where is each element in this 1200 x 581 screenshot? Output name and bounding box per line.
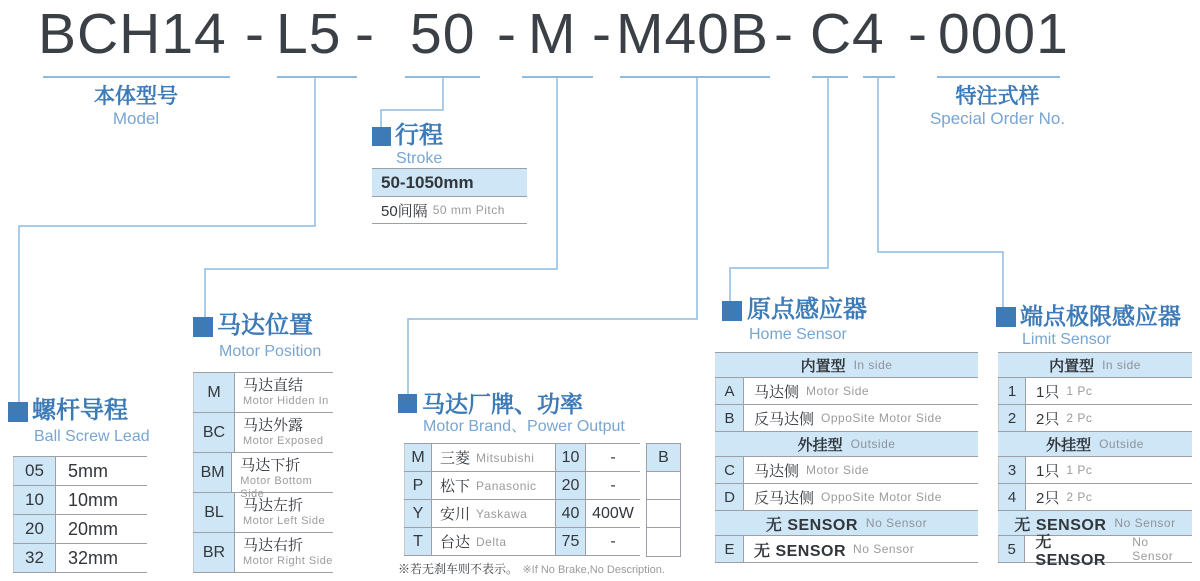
- brand-en: Mitsubishi: [476, 450, 535, 465]
- row-desc-cn: 马达左折: [243, 497, 304, 514]
- code-segment-limit-sensor: 4: [852, 2, 885, 66]
- table-row: [13, 457, 147, 486]
- code-segment-series: BCH14: [38, 2, 227, 66]
- group-header-en: Outside: [850, 437, 896, 451]
- table-row: [193, 373, 333, 413]
- table-row: [715, 536, 978, 563]
- row-code: P: [404, 472, 432, 499]
- table-row: [998, 378, 1192, 405]
- row-code: BR: [193, 533, 235, 572]
- brand-cn: 台达: [440, 534, 471, 551]
- model-label-en: Model: [112, 109, 160, 128]
- row-desc-en: Motor Bottom Side: [240, 475, 313, 500]
- code-segment-home-sensor: C: [810, 2, 853, 66]
- group-header-en: In side: [853, 358, 893, 372]
- row-desc-cn: 马达外露: [243, 417, 304, 434]
- group-header-cn: 内置型: [1049, 357, 1095, 375]
- section-marker-motor-position: [193, 317, 213, 337]
- row-desc-cn: 2只: [1036, 410, 1060, 428]
- power-code: 75: [556, 528, 586, 555]
- model-label-cn: 本体型号: [94, 85, 178, 108]
- row-desc-cn: 无 SENSOR: [754, 542, 847, 560]
- brake-code-column: [646, 443, 681, 557]
- group-header: [715, 432, 978, 457]
- row-code: 32: [13, 544, 56, 572]
- row-code: 3: [998, 457, 1026, 483]
- code-segment-special-order: 0001: [938, 2, 1069, 66]
- row-desc-cn: 1只: [1036, 383, 1060, 401]
- ballscrew-title-en: Ball Screw Lead: [34, 428, 150, 445]
- power-value: -: [610, 532, 616, 550]
- group-header-en: No Sensor: [865, 516, 928, 530]
- brake-empty-cell: [647, 528, 680, 556]
- table-row: [998, 484, 1192, 511]
- table-row: [13, 544, 147, 573]
- brand-cn: 三菱: [440, 450, 471, 467]
- section-marker-ballscrew: [8, 402, 28, 422]
- row-desc-cn: 无 SENSOR: [1035, 533, 1106, 569]
- group-header-en: No Sensor: [1114, 516, 1176, 530]
- connector-50-stroke: [381, 78, 443, 128]
- table-row: [715, 405, 978, 432]
- brake-empty-cell: [647, 472, 680, 500]
- row-code: BL: [193, 493, 235, 532]
- limit-sensor-table: [998, 352, 1192, 569]
- power-value: -: [610, 448, 616, 466]
- row-code: 5: [998, 536, 1025, 562]
- row-code: 1: [998, 378, 1026, 404]
- group-header-cn: 无 SENSOR: [765, 516, 858, 534]
- row-desc-cn: 马达侧: [754, 462, 800, 480]
- row-desc: [744, 457, 869, 483]
- table-row: [404, 444, 640, 472]
- code-dash: -: [355, 2, 375, 66]
- section-marker-motor-brand: [398, 394, 417, 413]
- code-segment-motor-position: M: [528, 2, 577, 66]
- stroke-pitch-en: 50 mm Pitch: [432, 203, 505, 217]
- row-desc-cn: 马达右折: [243, 537, 304, 554]
- row-desc-en: Motor Side: [806, 384, 870, 398]
- row-desc-en: No Sensor: [1132, 535, 1174, 563]
- stroke-title-en: Stroke: [396, 150, 443, 167]
- motor-brand-title-en: Motor Brand、Power Output: [423, 418, 625, 435]
- row-desc: [1026, 484, 1092, 510]
- row-desc: [1026, 405, 1092, 431]
- power-value: 400W: [592, 504, 634, 522]
- table-row: [998, 405, 1192, 432]
- home-sensor-table: [715, 352, 978, 563]
- row-desc-en: Motor Right Side: [243, 555, 333, 567]
- table-row: [13, 515, 147, 544]
- row-desc: [235, 533, 333, 572]
- ballscrew-title-cn: 螺杆导程: [32, 397, 128, 424]
- brake-footnote-cn: ※若无刹车则不表示。: [398, 562, 519, 576]
- code-dash: -: [497, 2, 517, 66]
- group-header-cn: 外挂型: [797, 436, 843, 454]
- brand-cn: 安川: [440, 506, 471, 523]
- row-desc: [1026, 378, 1092, 404]
- row-desc-en: Motor Hidden In: [243, 395, 329, 407]
- row-code: Y: [404, 500, 432, 527]
- motor-brand-title-cn: 马达厂牌、功率: [422, 391, 583, 417]
- brand-en: Yaskawa: [476, 506, 528, 521]
- row-code: M: [404, 444, 432, 471]
- row-desc-cn: 马达下折: [240, 457, 301, 474]
- power-code: 10: [556, 444, 586, 471]
- row-brand: [432, 472, 556, 499]
- limit-sensor-title-cn: 端点极限感应器: [1020, 303, 1181, 329]
- row-code: 20: [13, 515, 56, 543]
- row-code: T: [404, 528, 432, 555]
- connector-c-homesensor: [730, 78, 828, 302]
- stroke-pitch-cn: 50间隔: [381, 202, 428, 220]
- row-desc-cn: 2只: [1036, 489, 1060, 507]
- row-code: 2: [998, 405, 1026, 431]
- row-desc-en: 1 Pc: [1066, 463, 1093, 477]
- table-row: [715, 484, 978, 511]
- code-dash: -: [908, 2, 928, 66]
- group-header-cn: 无 SENSOR: [1014, 516, 1107, 534]
- row-code: D: [715, 484, 744, 510]
- row-desc: [1025, 533, 1192, 569]
- group-header-cn: 内置型: [800, 357, 846, 375]
- code-segment-stroke: 50: [410, 2, 476, 66]
- row-desc-cn: 马达侧: [754, 383, 800, 401]
- model-label: [40, 85, 232, 129]
- power-code: 40: [556, 500, 586, 527]
- row-desc: [235, 493, 325, 532]
- row-desc-en: No Sensor: [853, 542, 915, 556]
- row-code: BC: [193, 413, 235, 452]
- row-desc: [235, 373, 329, 412]
- row-desc-en: OppoSite Motor Side: [821, 490, 942, 504]
- table-row: [193, 493, 333, 533]
- group-header-en: Outside: [1099, 437, 1144, 451]
- special-order-label-cn: 特注式样: [955, 85, 1040, 108]
- section-marker-home-sensor: [722, 301, 742, 321]
- row-code: E: [715, 536, 744, 562]
- row-value: 32mm: [68, 547, 119, 568]
- brake-empty-cell: [647, 500, 680, 528]
- code-dash: -: [592, 2, 612, 66]
- brand-cn: 松下: [440, 478, 471, 495]
- row-code: 05: [13, 457, 56, 485]
- row-code: A: [715, 378, 744, 404]
- motor-position-title-cn: 马达位置: [217, 312, 313, 339]
- stroke-table: [372, 168, 527, 224]
- group-header-cn: 外挂型: [1046, 436, 1092, 454]
- row-brand: [432, 500, 556, 527]
- row-code: 4: [998, 484, 1026, 510]
- row-desc-cn: 反马达侧: [754, 410, 815, 428]
- row-desc: [235, 413, 323, 452]
- table-row: [404, 472, 640, 500]
- row-desc-en: Motor Side: [806, 463, 870, 477]
- brand-en: Panasonic: [476, 478, 537, 493]
- row-desc-en: 2 Pc: [1066, 411, 1093, 425]
- table-row: [715, 457, 978, 484]
- brake-footnote: [398, 560, 665, 578]
- limit-sensor-title-en: Limit Sensor: [1022, 331, 1111, 348]
- table-row: [404, 500, 640, 528]
- row-code: B: [715, 405, 744, 431]
- group-header: [998, 353, 1192, 378]
- row-code: 10: [13, 486, 56, 514]
- row-brand: [432, 528, 556, 555]
- row-value: 10mm: [68, 489, 119, 510]
- row-code: M: [193, 373, 235, 412]
- special-order-label: [900, 85, 1095, 129]
- row-brand: [432, 444, 556, 471]
- brand-en: Delta: [476, 534, 507, 549]
- table-row: [404, 528, 640, 556]
- group-header: [715, 511, 978, 536]
- row-desc-en: 2 Pc: [1066, 490, 1093, 504]
- row-desc: [744, 405, 942, 431]
- row-desc: [744, 378, 869, 404]
- code-segment-lead: L5: [276, 2, 342, 66]
- code-dash: -: [774, 2, 794, 66]
- row-value: 20mm: [68, 518, 119, 539]
- row-desc-en: Motor Left Side: [243, 515, 326, 527]
- row-value: 5mm: [68, 460, 108, 481]
- home-sensor-title-cn: 原点感应器: [747, 296, 867, 323]
- brake-code-cell: B: [647, 444, 680, 472]
- row-desc-cn: 反马达侧: [754, 489, 815, 507]
- table-row: [998, 533, 1192, 569]
- stroke-pitch: [372, 197, 527, 224]
- motor-position-title-en: Motor Position: [219, 343, 322, 360]
- stroke-title-cn: 行程: [395, 122, 443, 149]
- row-desc: [744, 536, 914, 562]
- row-desc: [232, 453, 333, 500]
- code-dash: -: [245, 2, 265, 66]
- power-code: 20: [556, 472, 586, 499]
- row-desc: [744, 484, 942, 510]
- table-row: [193, 453, 333, 500]
- home-sensor-title-en: Home Sensor: [749, 326, 847, 343]
- row-desc-cn: 1只: [1036, 462, 1060, 480]
- group-header: [998, 432, 1192, 457]
- table-row: [193, 533, 333, 573]
- row-desc: [1026, 457, 1092, 483]
- row-code: C: [715, 457, 744, 483]
- motor-position-table: [193, 372, 333, 573]
- row-code: BM: [193, 453, 232, 492]
- row-desc-en: 1 Pc: [1066, 384, 1093, 398]
- stroke-range: 50-1050mm: [372, 169, 527, 197]
- motor-brand-table: [404, 443, 640, 556]
- row-desc-cn: 马达直结: [243, 377, 304, 394]
- section-marker-limit-sensor: [996, 307, 1016, 327]
- table-row: [715, 378, 978, 405]
- special-order-label-en: Special Order No.: [929, 109, 1066, 128]
- section-marker-stroke: [372, 127, 391, 146]
- row-desc-en: Motor Exposed: [243, 435, 324, 447]
- table-row: [998, 457, 1192, 484]
- table-row: [193, 413, 333, 453]
- code-segment-motor-brand: M40B: [616, 2, 769, 66]
- brake-footnote-en: ※If No Brake,No Description.: [522, 564, 665, 576]
- power-value: -: [610, 476, 616, 494]
- group-header-en: In side: [1102, 358, 1141, 372]
- row-desc-en: OppoSite Motor Side: [821, 411, 942, 425]
- connector-m40b-motorbrand: [408, 78, 697, 396]
- table-row: [13, 486, 147, 515]
- group-header: [715, 353, 978, 378]
- ballscrew-table: [13, 456, 147, 573]
